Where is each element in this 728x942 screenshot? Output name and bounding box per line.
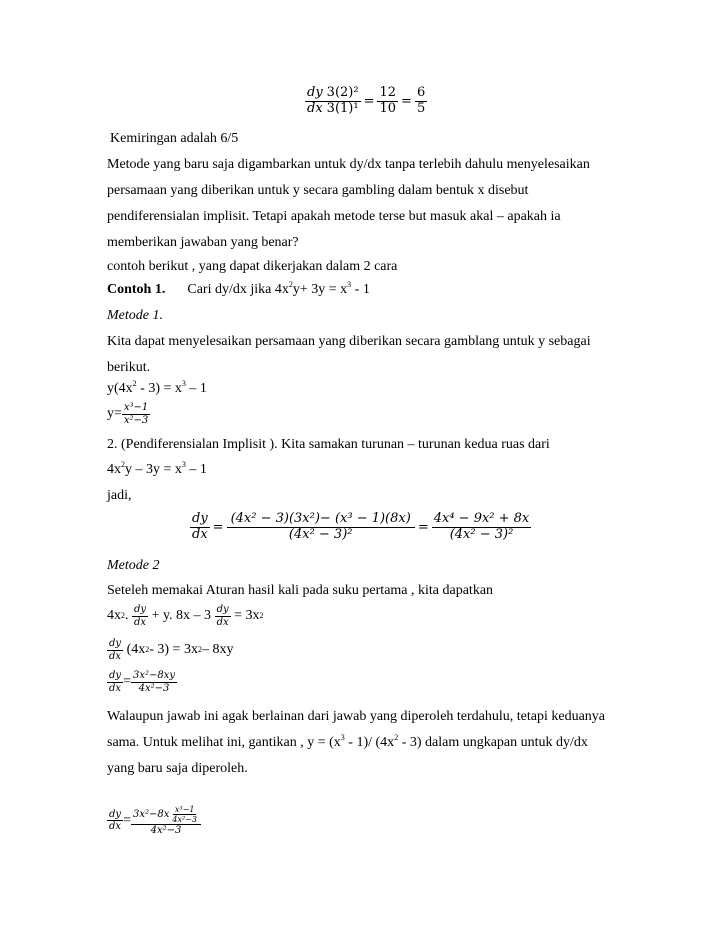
fraction-12-over-10: $\frac{12}{10}$ (379, 85, 397, 116)
contoh-1-line: Contoh 1. Cari dy/dx jika $4x^2y+ 3y = x^3 - 1$ (107, 280, 370, 297)
equation-y2: y= $\frac{\text{x³−1}}{\text{x²−3}}$ (107, 402, 149, 426)
para3-line2: sama. Untuk melihat ini, gantikan , $y = (x^3 - 1)/$ $(4x^2 - 3)$ dalam ungkapan untuk dy/dx (107, 733, 588, 750)
para2-line1: Kita dapat menyelesaikan persamaan yang diberikan secara gamblang untuk y sebagai (107, 334, 591, 349)
big-equation: $\frac{dy}{dx}$ = $\frac{\text{(4x² − 3)(3x²)− (x³ − 1)(8x)}}{\text{(4x² − 3)²}}$ = $\frac{\text{4x⁴ − 9x² + 8x}}{\text{(4x² − 3)²}}$ (192, 511, 530, 542)
equation-y3: $4x^2y - 3y = x^3 - 1$ (107, 460, 207, 477)
para1-line2: persamaan yang diberikan untuk y secara gambling dalam bentuk x disebut (107, 183, 529, 198)
equation-m2c: $\frac{dy}{dx}$ = $\frac{\text{3x²−8xy}}{\text{4x²−3}}$ (109, 670, 176, 694)
para2-line2: berikut. (107, 360, 151, 375)
fraction-3-2-over-3-1: $\frac{\text{3(2)²}}{\text{3(1)¹}}$ (326, 85, 359, 116)
para3-line1: Walaupun jawab ini agak berlainan dari jawab yang diperoleh terdahulu, tetapi keduanya (107, 709, 606, 724)
jadi-line: jadi, (107, 488, 132, 503)
para1-line1: Metode yang baru saja digambarkan untuk dy/dx tanpa terlebih dahulu menyelesaikan (107, 157, 590, 172)
contoh-intro: contoh berikut , yang dapat dikerjakan dalam 2 cara (107, 259, 398, 274)
top-equation: $\frac{dy}{dx}$ $\frac{\text{3(2)²}}{\text{3(1)¹}}$ = $\frac{12}{10}$ = $\frac{6}{5}$ (307, 85, 426, 116)
fraction-6-over-5: $\frac{6}{5}$ (416, 85, 426, 116)
line-pendiferensialan: 2. (Pendiferensialan Implisit ). Kita samakan turunan – turunan kedua ruas dari (107, 437, 550, 452)
final-equation: $\frac{dy}{dx}$ = 3x²−8x $\frac{\text{x³−1}}{\text{4x²−3}}$ 4x²−3 (107, 805, 201, 837)
metode-2-heading: Metode 2 (107, 558, 160, 573)
kemiringan-line: Kemiringan adalah 6/5 (110, 131, 239, 146)
nested-fraction: 3x²−8x $\frac{\text{x³−1}}{\text{4x²−3}}$ 4x²−3 (131, 805, 201, 837)
equation-m2a: 4x 2 . $\frac{dy}{dx}$ + y. 8x – 3 $\frac{dy}{dx}$ = 3x 2 (107, 604, 264, 628)
metode-1-heading: Metode 1. (107, 308, 163, 323)
para1-line3: pendiferensialan implisit. Tetapi apakah metode terse but masuk akal – apakah ia (107, 209, 561, 224)
para3-line3: yang baru saja diperoleh. (107, 761, 248, 776)
metode2-line: Seteleh memakai Aturan hasil kali pada suku pertama , kita dapatkan (107, 583, 494, 598)
contoh-label: Contoh 1. (107, 282, 166, 297)
para1-line4: memberikan jawaban yang benar? (107, 235, 299, 250)
dy-dx-fraction: $\frac{dy}{dx}$ (307, 85, 323, 116)
equation-m2b: $\frac{dy}{dx}$ (4x 2 - 3) = 3x 2 – 8xy (109, 638, 234, 662)
equation-y1: $y(4x^2 - 3) = x^3 - 1$ (107, 379, 207, 396)
